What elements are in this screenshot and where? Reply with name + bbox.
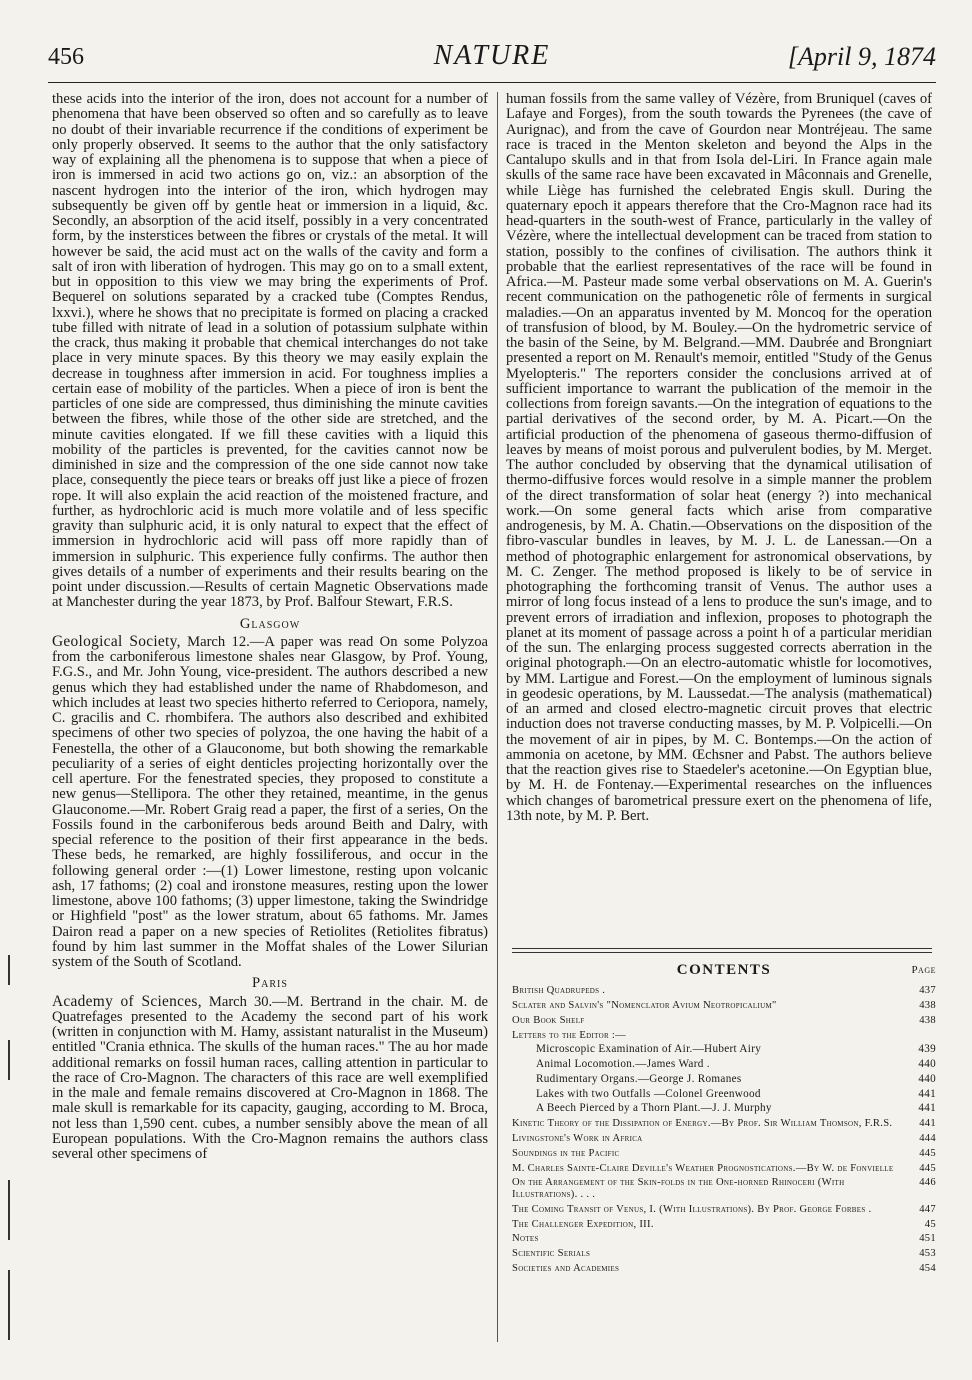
- society-name: Academy of Sciences,: [52, 992, 202, 1010]
- glasgow-report: [52, 634, 488, 971]
- contents-entry-title: The Challenger Expedition, III.: [512, 1218, 654, 1230]
- contents-entry: [512, 1163, 936, 1175]
- contents-rule: [512, 948, 932, 953]
- contents-entry-page: 440: [918, 1072, 936, 1085]
- contents-table: [512, 962, 936, 1274]
- section-heading-glasgow: Glasgow: [239, 615, 301, 632]
- contents-entry-page: 440: [918, 1058, 936, 1071]
- contents-entry-title: Letters to the Editor :—: [512, 1029, 627, 1041]
- contents-entry-title: Kinetic Theory of the Dissipation of Energy.—By Prof. Sir William Thomson, F.R.S.: [512, 1118, 893, 1130]
- contents-header: [512, 962, 936, 982]
- article-paragraph: these acids into the interior of the iron, does not account for a number of phenomena that have been observed so often and so carefully as to leave no doubt of their invariable recurrence if the conditions of experiment be only properly observed. It seems to the author that the only satisfactory way of explaining all the phenomena is to suppose that when a piece of iron is immersed in acid two actions go on, viz.: an absorption of the nascent hydrogen into the interior of the iron, which hydrogen may subsequently be given off by gentle heat or immersion in a liquid, &c. Secondly, an absorption of the acid itself, possibly in a very concentrated form, by the insterstices between the fibres or crystals of the metal. It will however be said, the acid must act on the walls of the cavity and form a salt of iron with liberation of hydrogen. This may go on to a small extent, but in opposition to this view we may bring the experiments of Prof. Bequerel on solutions separated by a cracked tube (Comptes Rendus, lxxvi.), where he shows that no precipitate is formed on placing a cracked tube filled with nitrate of lead in a solution of potassium sulphate within the crack, thus making it probable that chemical interchanges do not take place in very minute spaces. By this theory we may easily explain the decrease in toughness after immersion in acid. For toughness implies a certain ease of mobility of the particles. When a piece of iron is bent the particles of one side are compressed, thus diminishing the minute cavities between the fibres, while those of the other side are stretched, and the minute cavities elongated. If we fill these cavities with a liquid this mobility of the particles is prevented, for the cavities cannot now be diminished in size and the compression of the one side cannot now take place, consequently the piece tears or breaks off just like a piece of frozen rope. It will also explain the acid reaction of the moistened fracture, and further, as hydrochloric acid is much more volatile and of less specific gravity than sulphuric acid, it is only natural to expect that the effect of immersion in hydrochloric acid will pass off more rapidly than of immersion in sulphuric. This experience fully confirms. The author then gives details of a number of experiments and their results bearing on the point under discussion.—Results of certain Magnetic Observations made at Manchester during the year 1873, by Prof. Balfour Stewart, F.R.S.: [52, 91, 488, 611]
- contents-entry-title: Our Book Shelf: [512, 1014, 585, 1026]
- paris-report: [52, 994, 488, 1163]
- journal-title: NATURE: [433, 40, 551, 71]
- contents-entry: [512, 1233, 936, 1245]
- contents-entry: [512, 1148, 936, 1160]
- society-name: Geological Society,: [52, 632, 181, 650]
- contents-entry: [512, 1204, 936, 1216]
- contents-list: [512, 985, 936, 1274]
- margin-mark: [8, 955, 10, 985]
- report-text: March 12.—A paper was read On some Polyzoa from the carboniferous limestone shales near Glasgow, by Prof. Young, F.G.S., and Mr. John Young, vice-president. The authors described a new genus which they had established under the name of Rhabdomeson, and which includes at least two species hitherto referred to Ceriopora, namely, C. gracilis and C. rhombifera. The authors also described and exhibited specimens of other two species of polyzoa, the one having the habit of a Fenestella, the other of a Glauconome, but both showing the remarkable peculiarity of a series of eight denticles projecting horizontally over the cell aperture. For the fenestrated species, they proposed to constitute a new genus—Stellipora. The other they retained, meantime, in the genus Glauconome.—Mr. Robert Graig read a paper, the first of a series, On the Fossils found in the carboniferous beds around Beith and Dalry, with special reference to the position of their first appearance in the beds. These beds, he remarked, are highly fossiliferous, and occur in the following general order :—(1) Lower limestone, resting upon volcanic ash, 17 fathoms; (2) coal and ironstone measures, resting upon the lower limestone, above 100 fathoms; (3) upper limestone, taking the Swindridge or Highfield "post" as the lower stratum, about 65 fathoms. Mr. James Dairon read a paper on a new species of Retiolites (Retiolites fibratus) found by him last summer in the Moffat shales of the Lower Silurian system of the South of Scotland.: [52, 633, 488, 970]
- contents-entry-page: 441: [919, 1118, 936, 1130]
- contents-entry: [512, 1248, 936, 1260]
- contents-entry-title: Soundings in the Pacific: [512, 1147, 620, 1159]
- contents-entry: [512, 1133, 936, 1145]
- contents-entry-page: 438: [919, 999, 936, 1011]
- contents-entry: [512, 1000, 936, 1012]
- contents-entry: [512, 1015, 936, 1027]
- margin-mark: [8, 1040, 10, 1080]
- contents-entry: [512, 1103, 936, 1115]
- contents-entry-page: 441: [918, 1102, 936, 1115]
- column-divider: [497, 92, 498, 1342]
- contents-entry-title: Animal Locomotion.—James Ward .: [536, 1058, 710, 1071]
- article-paragraph: human fossils from the same valley of Vézère, from Bruniquel (caves of Lafaye and Forges), from the south towards the Pyrenees (the cave of Aurignac), and from the cave of Gourdon near Montréjeau. The same race is traced in the Menton skeleton and beyond the Alps in the Cantalupo skulls and in that from Isola del-Liri. In France again male skulls of the same race have been excavated in Mâconnais and Grenelle, while Liège has furnished the celebrated Engis skull. During the quaternary epoch it appears therefore that the Cro-Magnon race had its head-quarters in the south-west of France, particularly in the valley of Vézère, where the intellectual development can be traced from station to station, possibly to the confines of civilisation. The authors think it probable that the earliest representatives of the race will be found in Africa.—M. Pasteur made some verbal observations on M. A. Guerin's recent communication on the pathogenetic rôle of ferments in surgical maladies.—On an apparatus invented by M. Moncoq for the operation of transfusion of blood, by M. Bouley.—On the hydrometric service of the basin of the Seine, by M. Belgrand.—MM. Daubrée and Brongniart presented a report on M. Renault's memoir, entitled "Study of the Genus Myelopteris." The reporters consider the conclusions arrived at of sufficient importance to warrant the publication of the memoir in the collections from foreign savants.—On the integration of equations to the partial derivatives of the second order, by M. A. Picart.—On the artificial production of the phenomena of gaseous thermo-diffusion of leaves by means of moist porous and pulverulent bodies, by M. Merget. The author concluded by observing that the dynamical utilisation of thermo-diffusive forces would resolve in a simple manner the problem of the direct transformation of solar heat (energy ?) into mechanical work.—On some general facts which arise from comparative androgenesis, by M. A. Chatin.—Observations on the disposition of the fibro-vascular bundles in leaves, by M. J. L. de Lanessan.—On a method of photographic enlargement for astronomical observations, by M. C. Zenger. The method proposed is likely to be of service in photographing the forthcoming transit of Venus. The author uses a mirror of long focus instead of a lens to produce the sun's image, and to prevent errors of irradiation and inflexion, proposes to photograph the planet at its moment of passage across a point h of a particular meridian of the sun. The enlarging process suggested corrects aberration in the original photograph.—On an electro-automatic whistle for locomotives, by MM. Lartigue and Forest.—On the employment of luminous signals in geodesic operations, by M. Laussedat.—The analysis (mathematical) of an armed and closed electro-magnetic circuit proves that electric induction does not traverse conducting masses, by M. P. Volpicelli.—On the movement of air in pipes, by M. C. Bontemps.—On the action of ammonia on acetone, by MM. Œchsner and Pabst. The authors believe that the reaction gives rise to Staedeler's acetonine.—On Egyptian blue, by M. H. de Fontenay.—Experimental researches on the influences which changes of barometrical pressure exert on the phenomena of life, 13th note, by M. P. Bert.: [506, 91, 932, 824]
- section-heading-paris: Paris: [252, 975, 288, 992]
- contents-entry: [512, 1263, 936, 1275]
- contents-entry-title: M. Charles Sainte-Claire Deville's Weather Prognostications.—By W. de Fonvielle: [512, 1162, 894, 1174]
- margin-mark: [8, 1180, 10, 1240]
- contents-entry: [512, 1219, 936, 1231]
- contents-entry-title: Sclater and Salvin's "Nomenclator Avium Neotropicalium": [512, 999, 777, 1011]
- contents-entry: [512, 1074, 936, 1086]
- contents-entry-page: 444: [919, 1133, 936, 1144]
- contents-entry-title: British Quadrupeds .: [512, 985, 606, 997]
- contents-entry: [512, 1177, 936, 1200]
- contents-entry-title: Societies and Academies: [512, 1262, 620, 1274]
- contents-entry-page: 45: [924, 1218, 936, 1230]
- contents-entry: [512, 1118, 936, 1130]
- contents-entry-page: 446: [919, 1177, 936, 1189]
- contents-entry-title: On the Arrangement of the Skin-folds in the One-horned Rhinoceri (With Illustrations). . . .: [512, 1177, 845, 1200]
- contents-entry-title: A Beech Pierced by a Thorn Plant.—J. J. Murphy: [536, 1102, 772, 1115]
- contents-entry-title: Livingstone's Work in Africa: [512, 1133, 643, 1144]
- contents-entry-title: Lakes with two Outfalls —Colonel Greenwood: [536, 1087, 761, 1100]
- contents-entry-title: Microscopic Examination of Air.—Hubert Airy: [536, 1043, 762, 1056]
- contents-entry-page: 447: [919, 1203, 936, 1215]
- left-column: [52, 92, 488, 1162]
- page-number: 456: [48, 44, 84, 70]
- contents-title: CONTENTS: [676, 962, 772, 978]
- contents-entry-title: Scientific Serials: [512, 1248, 591, 1260]
- contents-entry-page: 454: [919, 1262, 936, 1274]
- contents-entry-title: Rudimentary Organs.—George J. Romanes: [536, 1072, 742, 1085]
- right-column: [506, 92, 932, 824]
- contents-entry-page: 445: [919, 1162, 936, 1174]
- contents-entry-page: 441: [918, 1087, 936, 1100]
- page-column-label: Page: [911, 964, 936, 976]
- contents-entry-page: 437: [919, 985, 936, 997]
- contents-entry: [512, 1044, 936, 1056]
- contents-entry: [512, 985, 936, 997]
- contents-entry: [512, 1059, 936, 1071]
- page-header: [48, 38, 936, 78]
- contents-entry-page: 438: [919, 1014, 936, 1026]
- contents-entry-page: 453: [919, 1248, 936, 1260]
- contents-entry-title: Notes: [512, 1233, 539, 1245]
- margin-mark: [8, 1270, 10, 1340]
- report-text: March 30.—M. Bertrand in the chair. M. de Quatrefages presented to the Academy the second part of his work (written in conjunction with M. Hamy, assistant naturalist in the Museum) entitled "Crania ethnica. The skulls of the human races." The au hor made additional remarks on fossil human races, calling attention in particular to the race of Cro-Magnon. The characters of this race are well exemplified in the male and female remains discovered at Cro-Magnon in 1868. The male skull is remarkable for its capacity, gauging, according to M. Broca, not less than 1,590 cent. cubes, a number sensibly above the mean of all European populations. With the Cro-Magnon remains the authors class several other specimens of: [52, 993, 488, 1162]
- header-rule: [48, 82, 936, 83]
- contents-entry-page: 439: [918, 1043, 936, 1056]
- contents-entry: [512, 1030, 936, 1042]
- issue-date: [April 9, 1874: [787, 42, 936, 71]
- contents-entry-page: 445: [919, 1147, 936, 1159]
- contents-entry-page: 451: [919, 1233, 936, 1245]
- contents-entry: [512, 1089, 936, 1101]
- contents-entry-title: The Coming Transit of Venus, I. (With Illustrations). By Prof. George Forbes .: [512, 1203, 872, 1215]
